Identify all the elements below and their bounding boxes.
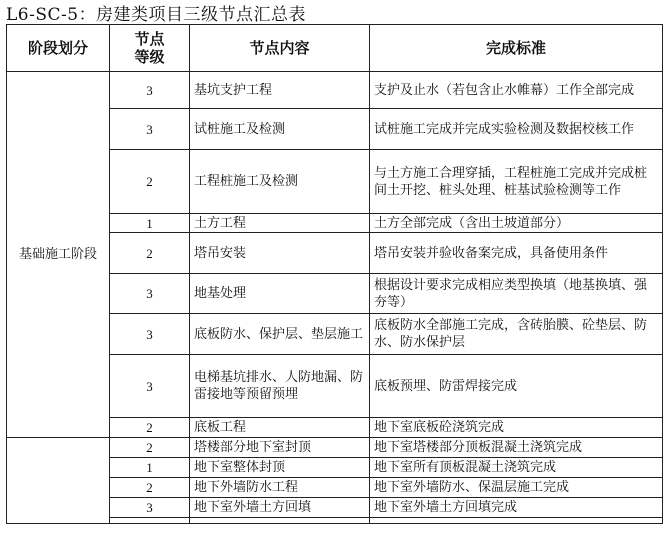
- level-cell: 3: [110, 355, 190, 418]
- content-cell: 基坑支护工程: [190, 72, 370, 109]
- content-cell: 工程桩施工及检测: [190, 150, 370, 214]
- stage-cell-blank: [7, 438, 110, 524]
- level-cell: 2: [110, 150, 190, 214]
- content-cell: 塔吊安装: [190, 233, 370, 274]
- header-row: [7, 25, 663, 72]
- content-cell: 塔楼部分地下室封顶: [190, 438, 370, 458]
- standard-cell: 底板预埋、防雷焊接完成: [370, 355, 663, 418]
- level-cell: 3: [110, 498, 190, 518]
- standard-cell: 根据设计要求完成相应类型换填（地基换填、强夯等）: [370, 274, 663, 314]
- document-title: L6-SC-5：房建类项目三级节点汇总表: [6, 5, 307, 25]
- content-cell: 底板防水、保护层、垫层施工: [190, 314, 370, 355]
- standard-cell: 与土方施工合理穿插，工程桩施工完成并完成桩间土开挖、桩头处理、桩基试验检测等工作: [370, 150, 663, 214]
- content-cell: 试桩施工及检测: [190, 109, 370, 150]
- node-summary-table: [6, 24, 663, 524]
- content-cell: 电梯基坑排水、人防地漏、防雷接地等预留预埋: [190, 355, 370, 418]
- header-stage: 阶段划分: [7, 25, 110, 72]
- content-cell: 地下外墙防水工程: [190, 478, 370, 498]
- standard-cell: 土方全部完成（含出土坡道部分）: [370, 214, 663, 233]
- standard-cell: 地下室塔楼部分顶板混凝土浇筑完成: [370, 438, 663, 458]
- standard-cell: 地下室外墙防水、保温层施工完成: [370, 478, 663, 498]
- level-cell-empty: [110, 518, 190, 524]
- standard-cell-empty: [370, 518, 663, 524]
- level-cell: 3: [110, 274, 190, 314]
- standard-cell: 地下室底板砼浇筑完成: [370, 418, 663, 438]
- standard-cell: 塔吊安装并验收备案完成，具备使用条件: [370, 233, 663, 274]
- content-cell-empty: [190, 518, 370, 524]
- standard-cell: 地下室所有顶板混凝土浇筑完成: [370, 458, 663, 478]
- stage-cell: 基础施工阶段: [7, 72, 110, 438]
- level-cell: 1: [110, 458, 190, 478]
- header-standard: 完成标准: [370, 25, 663, 72]
- level-cell: 3: [110, 72, 190, 109]
- header-level-text: 节点等级: [134, 30, 165, 66]
- standard-cell: 底板防水全部施工完成，含砖胎膜、砼垫层、防水、防水保护层: [370, 314, 663, 355]
- level-cell: 1: [110, 214, 190, 233]
- level-cell: 2: [110, 478, 190, 498]
- standard-cell: 支护及止水（若包含止水帷幕）工作全部完成: [370, 72, 663, 109]
- table-row: [7, 438, 663, 458]
- level-cell: 2: [110, 418, 190, 438]
- standard-cell: 试桩施工完成并完成实验检测及数据校核工作: [370, 109, 663, 150]
- header-level: [110, 25, 190, 72]
- content-cell: 地基处理: [190, 274, 370, 314]
- content-cell: 底板工程: [190, 418, 370, 438]
- level-cell: 2: [110, 438, 190, 458]
- content-cell: 地下室整体封顶: [190, 458, 370, 478]
- level-cell: 3: [110, 314, 190, 355]
- content-cell: 土方工程: [190, 214, 370, 233]
- content-cell: 地下室外墙土方回填: [190, 498, 370, 518]
- standard-cell: 地下室外墙土方回填完成: [370, 498, 663, 518]
- table-row: [7, 72, 663, 109]
- level-cell: 3: [110, 109, 190, 150]
- header-content: 节点内容: [190, 25, 370, 72]
- level-cell: 2: [110, 233, 190, 274]
